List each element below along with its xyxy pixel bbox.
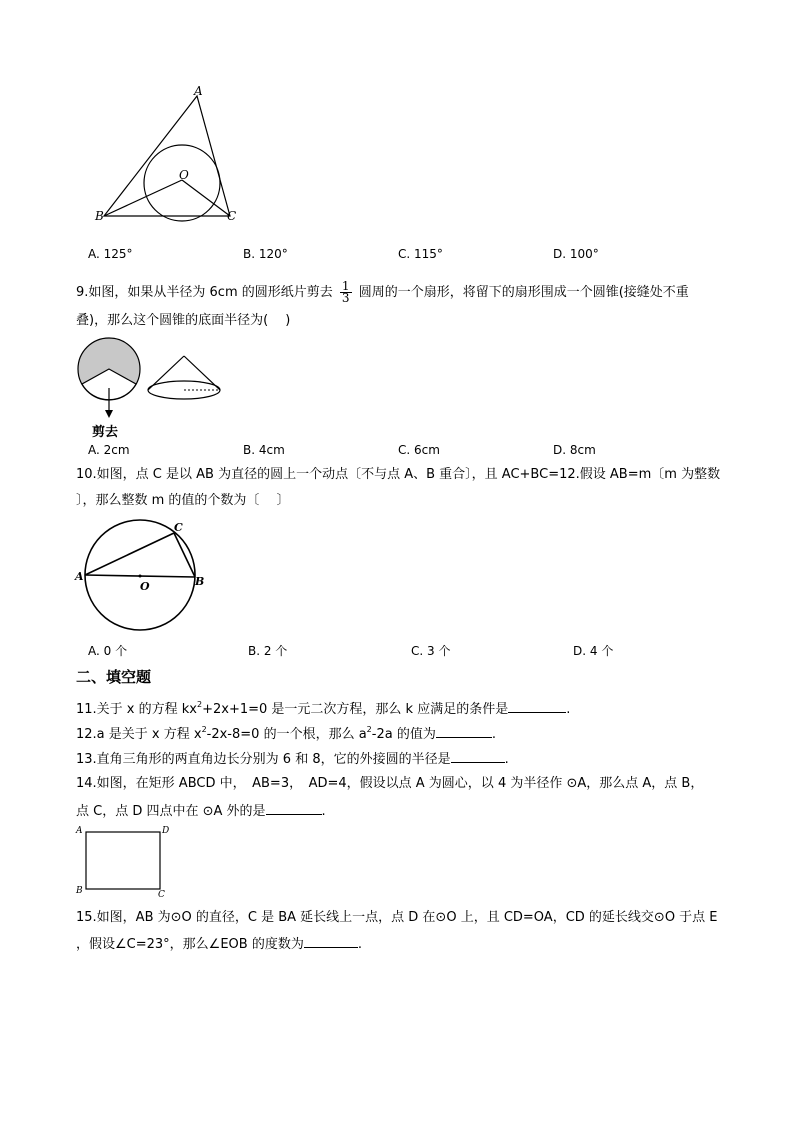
q9-fraction-denominator: 3 [341,291,350,305]
q10-stem-line2: 〕，那么整数 m 的值的个数为〔 〕 [76,493,290,508]
section-title-fill-in: 二、填空题 [76,668,152,686]
label-b: B [195,575,205,588]
label-c: C [174,521,183,534]
q14-rectangle-figure [74,822,174,898]
q12-stem [76,725,496,743]
q10-option-b[interactable]: B. 2 个 [248,644,288,658]
q8-option-a[interactable]: A. 125° [88,247,133,261]
q8-option-b[interactable]: B. 120° [243,247,288,261]
q13-end: . [504,752,509,767]
q10-circle-figure [74,517,214,637]
label-b: B [76,886,83,896]
q9-stem-line1 [76,281,689,304]
segment-co [182,180,230,216]
label-a: A [194,86,203,98]
q14-end: . [321,804,326,819]
cut-arrow-head [105,410,113,418]
q14-stem-line1: 14.如图，在矩形 ABCD 中， AB=3， AD=4，假设以点 A 为圆心，以 4 为半径作 ⊙A，那么点 A，点 B， [76,776,704,791]
q15-answer-blank[interactable] [304,935,358,948]
q11-exponent: 2 [197,700,203,709]
label-b: B [95,209,104,223]
center-dot [139,575,142,578]
q9-option-b[interactable]: B. 4cm [243,443,285,457]
q10-option-c[interactable]: C. 3 个 [411,644,451,658]
q14-answer-blank[interactable] [266,802,322,815]
label-o: O [179,168,189,182]
q15-stem-line2 [76,935,362,953]
q11-stem [76,700,570,718]
q8-option-c[interactable]: C. 115° [398,247,443,261]
triangle-abc [104,96,230,216]
label-a: A [76,826,83,836]
label-a: A [75,570,84,583]
q9-cone-figure [144,352,224,404]
q9-cut-label: 剪去 [92,425,119,440]
q12-exponent-1: 2 [201,725,207,734]
q10-option-a[interactable]: A. 0 个 [88,644,128,658]
q9-option-a[interactable]: A. 2cm [88,443,130,457]
q11-text-post: +2x+1=0 是一元二次方程，那么 k 应满足的条件是 [202,702,509,717]
q15-text: ，假设∠C=23°，那么∠EOB 的度数为 [76,937,304,952]
q12-exponent-2: 2 [366,725,372,734]
label-c: C [227,209,237,223]
q9-option-d[interactable]: D. 8cm [553,443,596,457]
q11-answer-blank[interactable] [508,700,566,713]
q8-option-d[interactable]: D. 100° [553,247,599,261]
q11-text-pre: 11.关于 x 的方程 kx [76,702,197,717]
q9-stem-line2: 叠)，那么这个圆锥的底面半径为( ) [76,313,291,328]
q11-end: . [566,702,571,717]
q9-fraction [340,281,352,304]
q12-answer-blank[interactable] [436,725,492,738]
q10-option-d[interactable]: D. 4 个 [573,644,614,658]
q9-text-post: 圆周的一个扇形，将留下的扇形围成一个圆锥(接缝处不重 [358,285,689,300]
q10-stem-line1: 10.如图，点 C 是以 AB 为直径的圆上一个动点〔不与点 A、B 重合〕，且 AC+BC=12.假设 AB=m〔m 为整数 [76,467,721,482]
q15-stem-line1: 15.如图，AB 为⊙O 的直径，C 是 BA 延长线上一点，点 D 在⊙O 上，且 CD=OA，CD 的延长线交⊙O 于点 E [76,910,718,925]
q13-text: 13.直角三角形的两直角边长分别为 6 和 8，它的外接圆的半径是 [76,752,451,767]
q15-end: . [357,937,362,952]
q9-fraction-numerator: 1 [341,279,350,293]
label-o: O [140,580,150,593]
q12-end: . [491,727,496,742]
q8-triangle-figure [90,86,250,226]
q12-text-mid: -2x-8=0 的一个根，那么 a [206,727,367,742]
incircle [144,145,220,221]
segment-bo [104,180,182,216]
label-c: C [158,890,165,898]
q12-text-pre: 12.a 是关于 x 方程 x [76,727,202,742]
q13-answer-blank[interactable] [451,750,505,763]
q14-text: 点 C，点 D 四点中在 ⊙A 外的是 [76,804,266,819]
label-d: D [162,826,170,836]
rectangle-abcd [86,832,160,889]
q9-text-pre: 9.如图，如果从半径为 6cm 的圆形纸片剪去 [76,285,333,300]
q12-text-post: -2a 的值为 [371,727,436,742]
q14-stem-line2 [76,802,326,820]
q9-option-c[interactable]: C. 6cm [398,443,440,457]
q13-stem [76,750,509,768]
